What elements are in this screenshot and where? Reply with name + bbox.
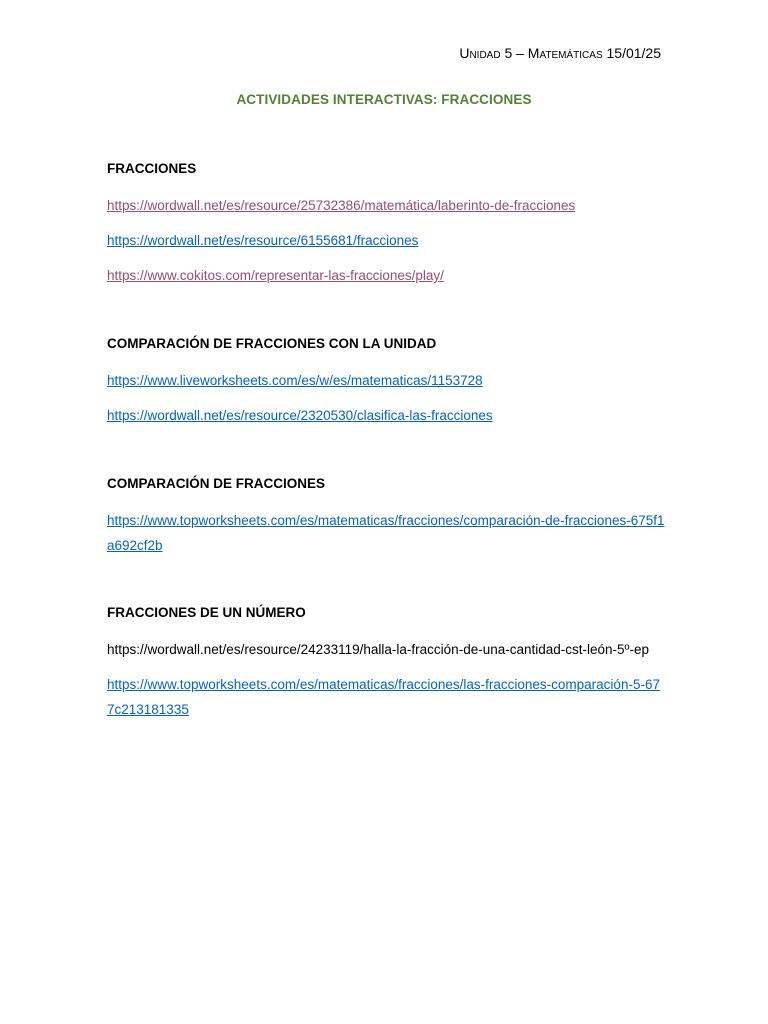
link-cokitos-representar[interactable]: https://www.cokitos.com/representar-las-fracciones/play/: [107, 268, 444, 283]
page-header: [459, 45, 661, 61]
link-wordwall-laberinto[interactable]: https://wordwall.net/es/resource/25732386/matemática/laberinto-de-fracciones: [107, 198, 576, 213]
link-wordwall-clasifica[interactable]: https://wordwall.net/es/resource/2320530/clasifica-las-fracciones: [107, 408, 493, 423]
section-comparacion: [107, 475, 667, 558]
section-fracciones-numero: [107, 604, 667, 722]
section-fracciones: [107, 160, 667, 288]
link-wordwall-fracciones[interactable]: https://wordwall.net/es/resource/6155681/fracciones: [107, 233, 419, 248]
link-topworksheets-las-fracciones[interactable]: https://www.topworksheets.com/es/matematicas/fracciones/las-fracciones-comparación-5-677c213181335: [107, 677, 660, 717]
header-date: 15/01/25: [606, 45, 661, 61]
section-heading: COMPARACIÓN DE FRACCIONES CON LA UNIDAD: [107, 336, 437, 351]
link-liveworksheets[interactable]: https://www.liveworksheets.com/es/w/es/matematicas/1153728: [107, 373, 483, 388]
section-heading: COMPARACIÓN DE FRACCIONES: [107, 476, 326, 491]
section-heading: FRACCIONES DE UN NÚMERO: [107, 605, 306, 620]
section-heading: FRACCIONES: [107, 161, 197, 176]
header-unit-label: Unidad 5 – Matemáticas: [459, 45, 603, 61]
section-comparacion-unidad: [107, 335, 667, 428]
link-topworksheets-comparacion[interactable]: https://www.topworksheets.com/es/matematicas/fracciones/comparación-de-fracciones-675f1a692cf2b: [107, 513, 665, 553]
text-wordwall-halla: https://wordwall.net/es/resource/24233119/halla-la-fracción-de-una-cantidad-cst-león-5º-ep: [107, 642, 649, 657]
document-title: ACTIVIDADES INTERACTIVAS: FRACCIONES: [236, 92, 532, 107]
